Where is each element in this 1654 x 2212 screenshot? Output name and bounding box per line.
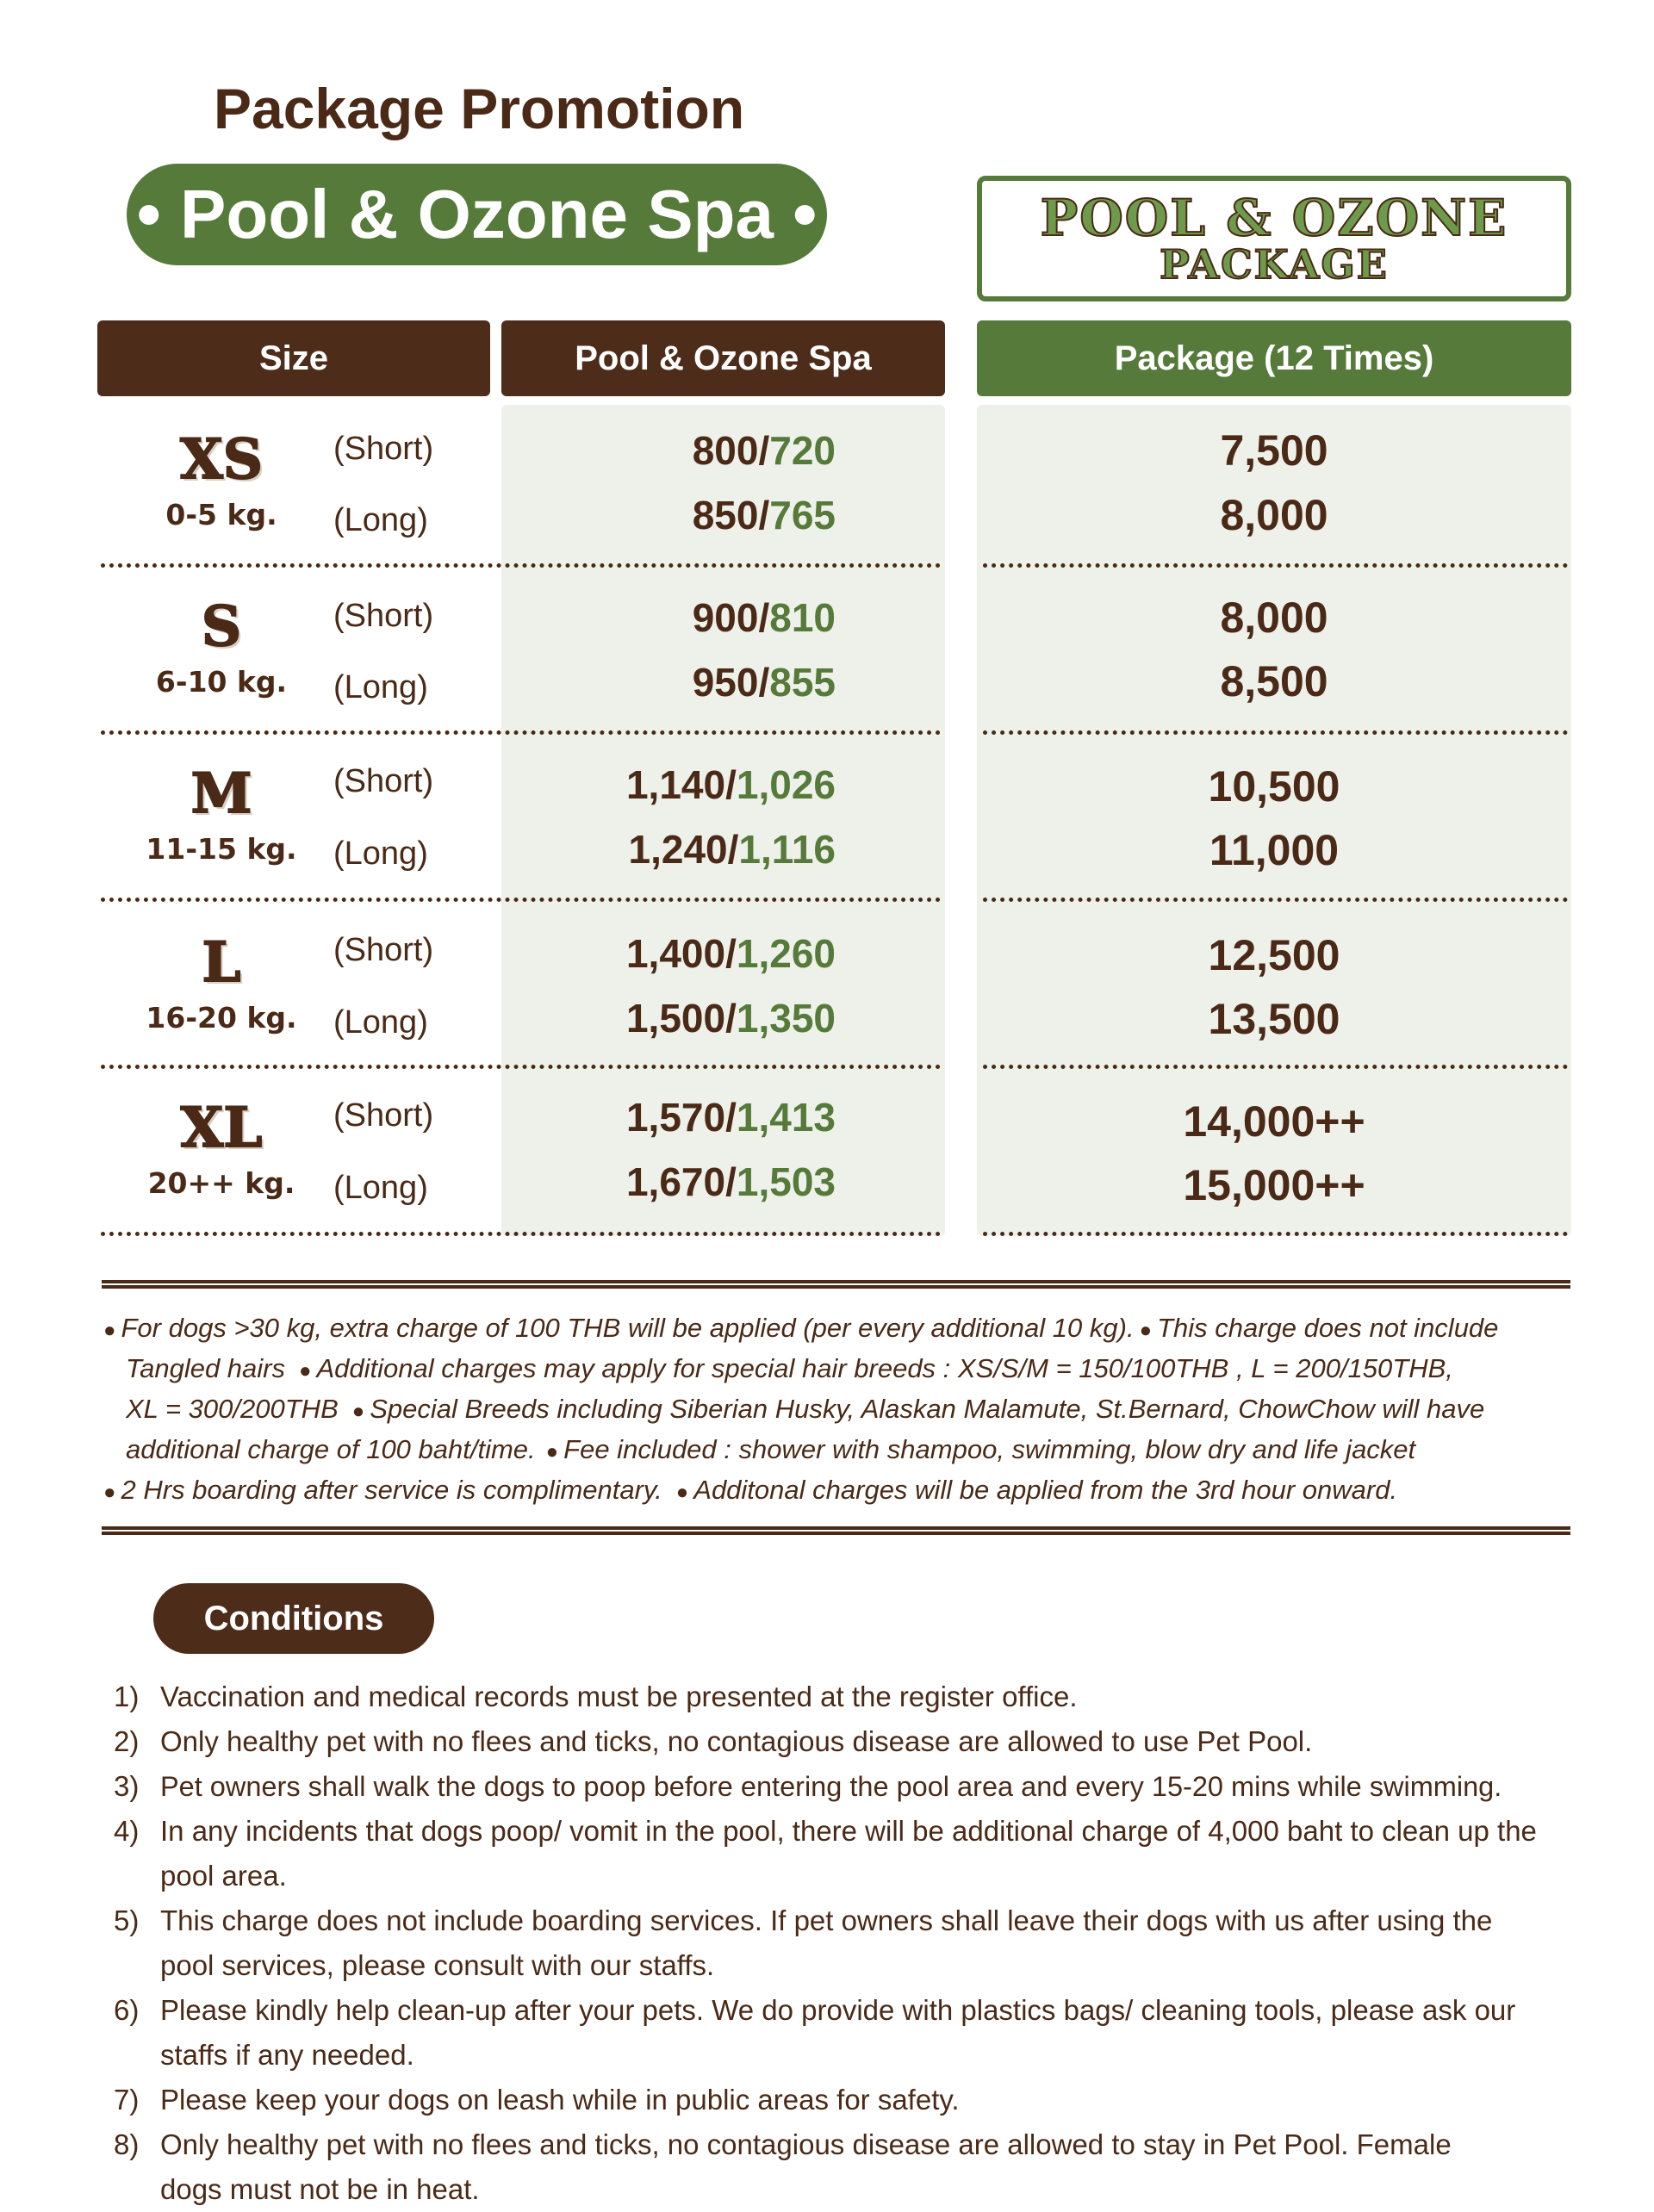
promo-price: 1,350: [736, 996, 836, 1041]
condition-item: 6) Please kindly help clean-up after your pets. We do provide with plastics bags/ cleaning tools, please ask our staffs if any needed.: [114, 1994, 1516, 2071]
price-short: 900/810: [692, 595, 836, 640]
header-package: Package (12 Times): [977, 320, 1571, 396]
bullet-icon: ●: [351, 1400, 365, 1423]
condition-item: 3) Pet owners shall walk the dogs to poop before entering the pool area and every 15-20 mins while swimming.: [114, 1770, 1502, 1802]
notes-bottom-rule: [102, 1526, 1570, 1535]
regular-price: 1,240: [628, 827, 728, 872]
condition-item: 1) Vaccination and medical records must be presented at the register office.: [114, 1681, 1078, 1712]
row-divider: [983, 730, 1568, 735]
conditions-title: Conditions: [153, 1583, 434, 1654]
price-long: 1,500/1,350: [625, 996, 836, 1041]
regular-price: 850: [692, 493, 759, 537]
condition-item: 2) Only healthy pet with no flees and ticks, no contagious disease are allowed to use Pet Pool.: [114, 1725, 1313, 1757]
price-long: 850/765: [692, 493, 836, 537]
price-short: 800/720: [692, 428, 836, 473]
row-divider: [101, 1065, 941, 1069]
package-title-line1: POOL & OZONE: [1040, 189, 1508, 247]
bullet-icon: ●: [675, 1481, 689, 1504]
regular-price: 1,670: [625, 1159, 726, 1204]
condition-item: 5) This charge does not include boarding services. If pet owners shall leave their dogs with us after using the pool services, please consult with our staffs.: [114, 1904, 1493, 1981]
size-code: S: [201, 594, 242, 659]
regular-price: 1,140: [625, 762, 726, 807]
bullet-icon: ●: [299, 1359, 312, 1382]
length-long: (Long): [333, 836, 428, 872]
bullet-icon: ●: [545, 1440, 559, 1463]
service-title-pill: • Pool & Ozone Spa •: [127, 164, 827, 265]
price-short: 1,140/1,026: [625, 762, 836, 807]
note-line: XL = 300/200THB ● Special Breeds including Siberian Husky, Alaskan Malamute, St.Bernard, ChowChow will have: [126, 1394, 1485, 1424]
row-divider: [983, 1065, 1568, 1069]
price-long: 950/855: [692, 660, 836, 705]
row-divider: [101, 1232, 941, 1236]
note-line: Tangled hairs ● Additional charges may apply for special hair breeds : XS/S/M = 150/100THB , L = 200/150THB,: [126, 1353, 1453, 1383]
size-weight: 20++ kg.: [147, 1166, 295, 1200]
row-divider: [983, 898, 1568, 902]
condition-item: 4) In any incidents that dogs poop/ vomit in the pool, there will be additional charge of 4,000 baht to clean up the pool area.: [114, 1815, 1537, 1892]
header-size: Size: [97, 320, 490, 396]
size-code: XL: [180, 1096, 263, 1160]
price-short: 1,400/1,260: [625, 931, 836, 976]
length-long: (Long): [333, 502, 428, 538]
promo-price: 1,503: [736, 1159, 836, 1204]
promo-price: 1,026: [736, 762, 836, 807]
length-long: (Long): [333, 1170, 428, 1206]
promo-price: 1,413: [736, 1095, 836, 1140]
regular-price: 800: [692, 428, 759, 473]
note-line: additional charge of 100 baht/time. ● Fee included : shower with shampoo, swimming, blow dry and life jacket: [126, 1434, 1416, 1464]
size-weight: 6-10 kg.: [155, 665, 288, 699]
length-short: (Short): [333, 763, 434, 799]
size-code: M: [190, 761, 252, 826]
package-price-short: 12,500: [1208, 931, 1340, 979]
size-weight: 16-20 kg.: [146, 1001, 297, 1035]
promo-price: 765: [769, 493, 836, 537]
row-divider: [101, 563, 941, 568]
package-price-short: 8,000: [1220, 593, 1328, 642]
package-price-long: 13,500: [1208, 995, 1340, 1043]
length-short: (Short): [333, 598, 434, 634]
row-divider: [101, 730, 941, 735]
note-line: ● For dogs >30 kg, extra charge of 100 THB will be applied (per every additional 10 kg). ● This charge does not include: [103, 1313, 1499, 1343]
row-divider: [101, 898, 941, 902]
package-price-short: 10,500: [1208, 762, 1340, 811]
package-price-short: 7,500: [1220, 426, 1328, 475]
regular-price: 1,570: [625, 1095, 726, 1140]
bullet-icon: ●: [1139, 1319, 1153, 1342]
regular-price: 950: [692, 660, 759, 705]
regular-price: 900: [692, 595, 759, 640]
bullet-icon: ●: [103, 1319, 116, 1342]
price-short: 1,570/1,413: [625, 1095, 836, 1140]
header-pool-ozone-spa: Pool & Ozone Spa: [501, 320, 945, 396]
price-long: 1,670/1,503: [625, 1159, 836, 1204]
promo-price: 810: [769, 595, 836, 640]
note-line: ● 2 Hrs boarding after service is complimentary. ● Additonal charges will be applied from the 3rd hour onward.: [103, 1475, 1398, 1505]
regular-price: 1,500: [625, 996, 726, 1041]
size-code: L: [202, 930, 241, 995]
condition-item: 7) Please keep your dogs on leash while in public areas for safety.: [114, 2084, 960, 2116]
notes-top-rule: [102, 1280, 1570, 1289]
page-title: Package Promotion: [214, 77, 745, 140]
size-weight: 0-5 kg.: [165, 498, 277, 531]
row-divider: [983, 563, 1568, 568]
package-title-line2: PACKAGE: [1160, 241, 1389, 288]
package-price-long: 15,000++: [1183, 1161, 1365, 1209]
length-short: (Short): [333, 932, 434, 968]
length-short: (Short): [333, 1097, 434, 1134]
regular-price: 1,400: [625, 931, 726, 976]
package-price-long: 8,000: [1220, 491, 1328, 539]
package-title-box: [977, 176, 1571, 301]
condition-item: 8) Only healthy pet with no flees and ticks, no contagious disease are allowed to stay in Pet Pool. Female dogs must not be in heat.: [114, 2128, 1452, 2205]
package-price-long: 11,000: [1209, 826, 1340, 874]
length-short: (Short): [333, 431, 434, 467]
length-long: (Long): [333, 669, 428, 705]
promo-price: 855: [769, 660, 836, 705]
bullet-icon: ●: [103, 1481, 116, 1504]
length-long: (Long): [333, 1004, 428, 1041]
promo-price: 1,116: [738, 827, 836, 872]
package-price-long: 8,500: [1220, 657, 1328, 705]
size-code: XS: [180, 427, 263, 492]
price-long: 1,240/1,116: [628, 827, 836, 872]
promo-price: 720: [769, 428, 836, 473]
package-price-short: 14,000++: [1183, 1097, 1365, 1146]
row-divider: [983, 1232, 1568, 1236]
size-weight: 11-15 kg.: [146, 832, 297, 866]
promo-price: 1,260: [736, 931, 836, 976]
